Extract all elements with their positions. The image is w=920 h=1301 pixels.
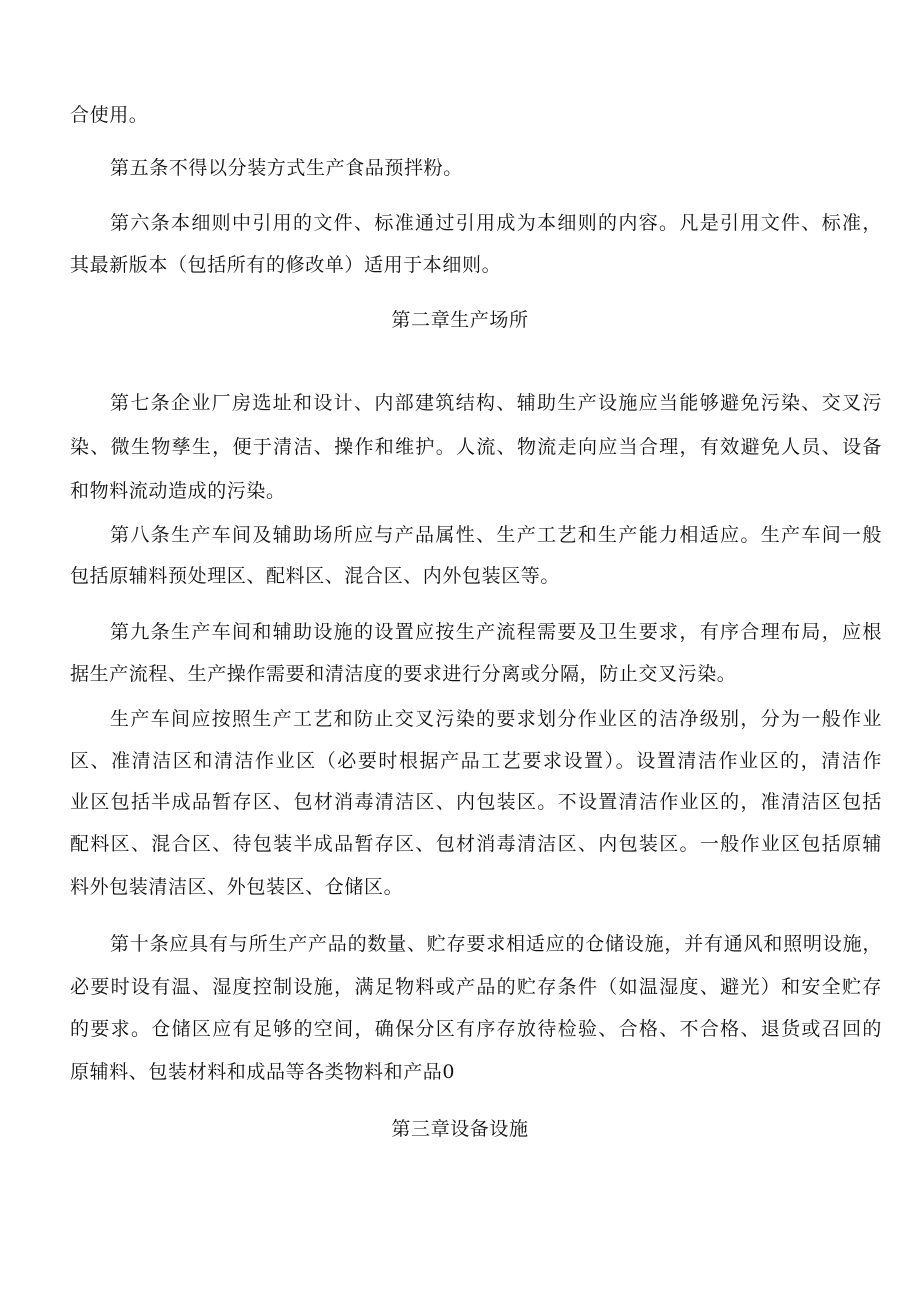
article-9-line-2: 据生产流程、生产操作需要和清洁度的要求进行分离或分隔，防止交叉污染。 xyxy=(70,663,737,685)
zone-paragraph-line-1: 生产车间应按照生产工艺和防止交叉污染的要求划分作业区的洁净级别，分为一般作业 xyxy=(110,708,882,730)
chapter-3-heading: 第三章设备设施 xyxy=(391,1118,529,1140)
article-9-line-1: 第九条生产车间和辅助设施的设置应按生产流程需要及卫生要求，有序合理布局，应根 xyxy=(110,621,882,643)
paragraph-continuation-line: 合使用。 xyxy=(70,104,149,126)
zone-paragraph-line-3: 业区包括半成品暂存区、包材消毒清洁区、内包装区。不设置清洁作业区的，准清洁区包括 xyxy=(70,791,882,813)
article-10-line-2: 必要时设有温、湿度控制设施，满足物料或产品的贮存条件（如温湿度、避光）和安全贮存 xyxy=(70,976,882,998)
chapter-2-heading: 第二章生产场所 xyxy=(391,309,529,331)
article-8-line-1: 第八条生产车间及辅助场所应与产品属性、生产工艺和生产能力相适应。生产车间一般 xyxy=(110,524,882,546)
article-7-line-1: 第七条企业厂房选址和设计、内部建筑结构、辅助生产设施应当能够避免污染、交叉污 xyxy=(110,392,882,414)
article-10-line-4: 原辅料、包装材料和成品等各类物料和产品0 xyxy=(70,1061,456,1083)
article-6-line-2: 其最新版本（包括所有的修改单）适用于本细则。 xyxy=(70,254,502,276)
article-6-line-1: 第六条本细则中引用的文件、标准通过引用成为本细则的内容。凡是引用文件、标准， xyxy=(110,212,882,234)
article-7-line-2: 染、微生物孳生，便于清洁、操作和维护。人流、物流走向应当合理，有效避免人员、设备 xyxy=(70,436,882,458)
article-5-line-1: 第五条不得以分装方式生产食品预拌粉。 xyxy=(110,157,463,179)
article-10-line-3: 的要求。仓储区应有足够的空间，确保分区有序存放待检验、合格、不合格、退货或召回的 xyxy=(70,1018,882,1040)
zone-paragraph-line-4: 配料区、混合区、待包装半成品暂存区、包材消毒清洁区、内包装区。一般作业区包括原辅 xyxy=(70,833,882,855)
zone-paragraph-line-2: 区、准清洁区和清洁作业区（必要时根据产品工艺要求设置）。设置清洁作业区的，清洁作 xyxy=(70,750,882,772)
article-10-line-1: 第十条应具有与所生产产品的数量、贮存要求相适应的仓储设施，并有通风和照明设施， xyxy=(110,933,882,955)
zone-paragraph-line-5: 料外包装清洁区、外包装区、仓储区。 xyxy=(70,876,404,898)
article-7-line-3: 和物料流动造成的污染。 xyxy=(70,480,286,502)
article-8-line-2: 包括原辅料预处理区、配料区、混合区、内外包装区等。 xyxy=(70,565,561,587)
